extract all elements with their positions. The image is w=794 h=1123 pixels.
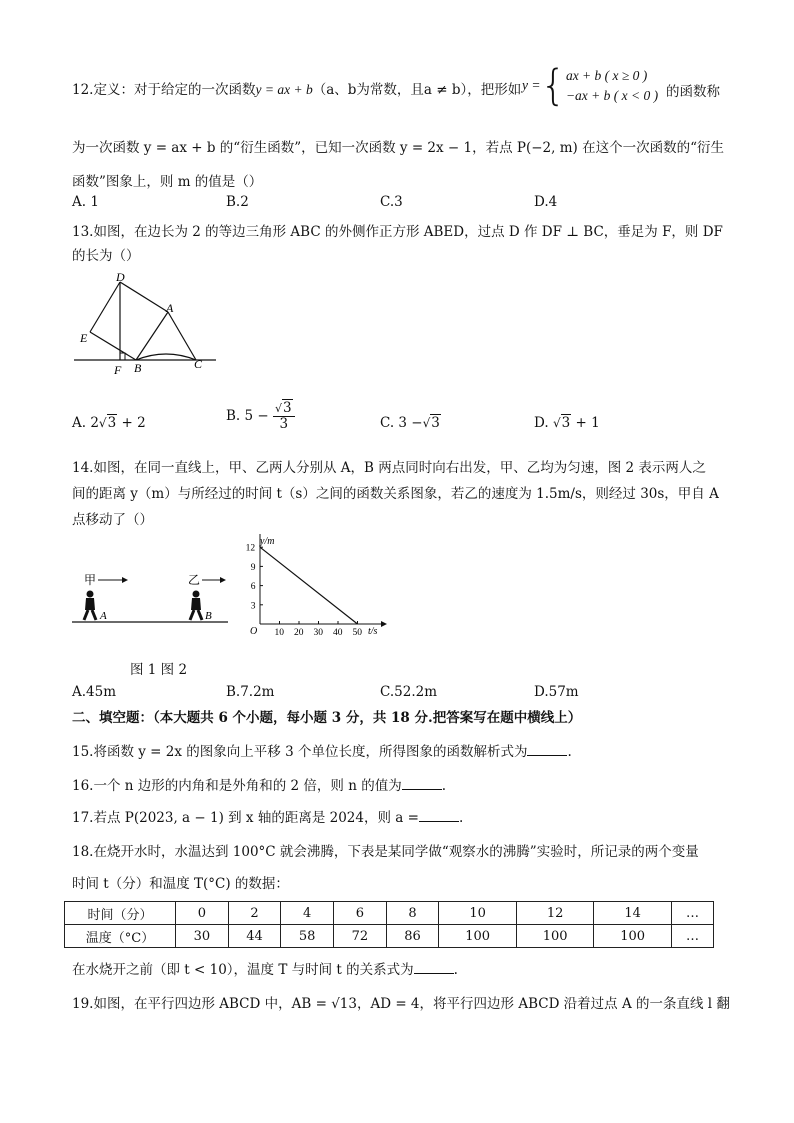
table-cell: … (671, 902, 713, 925)
table-cell: 2 (228, 902, 281, 925)
q13-line2: 的长为（） (72, 248, 140, 264)
label-point-b: B (205, 610, 212, 622)
chart-y-tick-label: 12 (245, 543, 256, 554)
label-a: A (166, 301, 174, 315)
label-jia: 甲 (84, 573, 97, 587)
table-cell: 100 (516, 925, 594, 948)
table-cell: 86 (386, 925, 439, 948)
table-cell: … (671, 925, 713, 948)
q14-line3: 点移动了（） (72, 512, 153, 528)
q12-case1: ax + b ( x ≥ 0 ) (565, 68, 648, 83)
q15-end: . (567, 744, 572, 760)
q13-option-a: A. 2√3 + 2 (72, 415, 146, 431)
label-f: F (114, 363, 122, 377)
q13-opt-b-num: 3 (283, 400, 292, 416)
q16-blank[interactable] (402, 777, 442, 790)
q13-opt-d-rad: 3 (561, 415, 571, 431)
q16-end: . (441, 778, 446, 794)
table-cell: 4 (281, 902, 334, 925)
chart-x-tick-label: 50 (352, 628, 362, 638)
table-cell: 30 (176, 925, 229, 948)
q13-opt-c-pre: C. 3 − (380, 415, 423, 431)
q14-option-c: C.52.2m (380, 684, 437, 700)
walker-jia-icon (84, 591, 96, 621)
q14-line1: 14.如图，在同一直线上，甲、乙两人分别从 A，B 两点同时向右出发，甲、乙均为匀速，图 2 表示两人之 (72, 460, 706, 476)
q18-table (64, 901, 714, 948)
table-cell: 72 (334, 925, 387, 948)
table-cell: 100 (594, 925, 672, 948)
table-cell: 8 (386, 902, 439, 925)
q15-blank[interactable] (527, 743, 567, 756)
table-cell: 0 (176, 902, 229, 925)
q14-option-d: D.57m (534, 684, 579, 700)
table-cell: 44 (228, 925, 281, 948)
q12-line1-end: 的函数称 (666, 84, 720, 100)
brace-icon: { (540, 61, 566, 111)
q13-option-c: C. 3 −√3 (380, 415, 440, 431)
q12-func: y = ax + b (255, 82, 313, 97)
q13-figure (70, 268, 220, 378)
q13-opt-a-post: + 2 (121, 415, 146, 431)
q12-text-a: 12.定义：对于给定的一次函数 (72, 82, 256, 98)
label-b: B (134, 361, 142, 375)
walker-yi-icon (190, 591, 202, 621)
side-de (90, 282, 120, 332)
right-angle-icon (120, 353, 125, 360)
label-d: D (116, 270, 125, 284)
label-point-a: A (100, 610, 107, 622)
q16-text: 16.一个 n 边形的内角和是外角和的 2 倍，则 n 的值为 (72, 778, 402, 794)
q15 (72, 740, 572, 760)
q13-opt-d-pre: D. (534, 415, 549, 431)
q12-cases (566, 66, 658, 106)
q13-opt-a-rad: 3 (107, 415, 117, 431)
q14-option-a: A.45m (72, 684, 117, 700)
q13-opt-d-post: + 1 (575, 415, 600, 431)
q18-after (72, 958, 458, 978)
arrowhead-yi-icon (220, 577, 226, 583)
q19-line1: 19.如图，在平行四边形 ABCD 中，AB = √13，AD = 4，将平行四边形 ABCD 沿着过点 A 的一条直线 l 翻 (72, 996, 730, 1012)
table-cell: 58 (281, 925, 334, 948)
label-e: E (80, 331, 88, 345)
table-cell: 14 (594, 902, 672, 925)
table-row (65, 902, 714, 925)
q14-chart (238, 534, 388, 646)
q12-case2: −ax + b ( x < 0 ) (565, 88, 659, 103)
chart-x-tick-label: 30 (313, 628, 323, 638)
q17-end: . (458, 810, 464, 826)
q13-opt-b-frac: $\frac{√3}{3}$ (273, 401, 295, 431)
q12-option-b: B.2 (226, 194, 249, 210)
q12-piecewise (522, 61, 659, 111)
q13-line1: 13.如图，在边长为 2 的等边三角形 ABC 的外侧作正方形 ABED，过点 D 作 DF ⊥ BC，垂足为 F，则 DF (72, 224, 723, 240)
q13-opt-a-pre: A. 2 (72, 415, 99, 431)
side-ad (120, 282, 168, 312)
q17-text: 17.若点 P(2023, a − 1) 到 x 轴的距离是 2024，则 a = (72, 810, 419, 826)
chart-y-label: y/m (260, 536, 275, 547)
q18-line1: 18.在烧开水时，水温达到 100°C 就会沸腾，下表是某同学做“观察水的沸腾”实验时，所记录的两个变量 (72, 844, 699, 860)
q18-after-text: 在水烧开之前（即 t < 10），温度 T 与时间 t 的关系式为 (72, 962, 414, 978)
table-cell: 温度（°C） (65, 925, 176, 948)
label-c: C (194, 357, 203, 371)
q14-line2: 间的距离 y（m）与所经过的时间 t（s）之间的函数关系图象，若乙的速度为 1.5m/s，则经过 30s，甲自 A (72, 486, 719, 502)
q12-option-a: A. 1 (72, 194, 99, 210)
q16 (72, 774, 446, 794)
q18-end: . (453, 962, 458, 978)
q12-line1 (72, 78, 521, 98)
table-cell: 时间（分） (65, 902, 176, 925)
q13-option-d: D. √3 + 1 (534, 415, 600, 431)
table-cell: 12 (516, 902, 594, 925)
q13-opt-b-pre: B. 5 − (226, 408, 269, 424)
q12-line2: 为一次函数 y = ax + b 的“衍生函数”，已知一次函数 y = 2x − 1，若点 P(−2, m) 在这个一次函数的“衍生 (72, 140, 724, 156)
side-ac (168, 312, 196, 360)
side-eb (90, 332, 136, 360)
table-row (65, 925, 714, 948)
q12-option-c: C.3 (380, 194, 403, 210)
q13-option-b (226, 401, 295, 431)
q14-option-b: B.7.2m (226, 684, 275, 700)
table-cell: 100 (439, 925, 517, 948)
chart-origin-label: O (250, 626, 258, 637)
side-bc (136, 354, 196, 360)
chart-x-tick-label: 10 (274, 628, 284, 638)
section2-title: 二、填空题：（本大题共 6 个小题，每小题 3 分，共 18 分.把答案写在题中横线上） (72, 710, 582, 726)
q12-y: y = (522, 77, 541, 93)
chart-x-arrow-icon (381, 621, 387, 627)
q12-option-d: D.4 (534, 194, 558, 210)
q13-opt-c-rad: 3 (431, 415, 440, 431)
chart-y-tick-label: 9 (250, 562, 256, 573)
q18-blank[interactable] (414, 961, 454, 974)
chart-y-tick-label: 6 (250, 582, 256, 593)
q13-opt-b-den: 3 (279, 416, 289, 432)
label-yi: 乙 (188, 573, 201, 587)
arrowhead-jia-icon (122, 577, 128, 583)
chart-x-tick-label: 40 (333, 628, 343, 638)
q17 (72, 806, 463, 826)
chart-series-line (260, 547, 358, 624)
side-ab (136, 312, 168, 360)
q12-line3: 函数”图象上，则 m 的值是（） (72, 174, 263, 190)
chart-x-tick-label: 20 (294, 628, 304, 638)
q14-caption: 图 1 图 2 (130, 662, 188, 678)
q12-text-b: （a、b为常数，且a ≠ b），把形如 (312, 82, 522, 98)
table-cell: 6 (334, 902, 387, 925)
table-cell: 10 (439, 902, 517, 925)
q17-blank[interactable] (419, 809, 459, 822)
q15-text: 15.将函数 y = 2x 的图象向上平移 3 个单位长度，所得图象的函数解析式为 (72, 744, 528, 760)
q18-line2: 时间 t（分）和温度 T(°C) 的数据： (72, 876, 289, 892)
chart-x-label: t/s (368, 626, 378, 637)
q14-figure1 (70, 570, 230, 630)
chart-y-tick-label: 3 (250, 601, 256, 612)
